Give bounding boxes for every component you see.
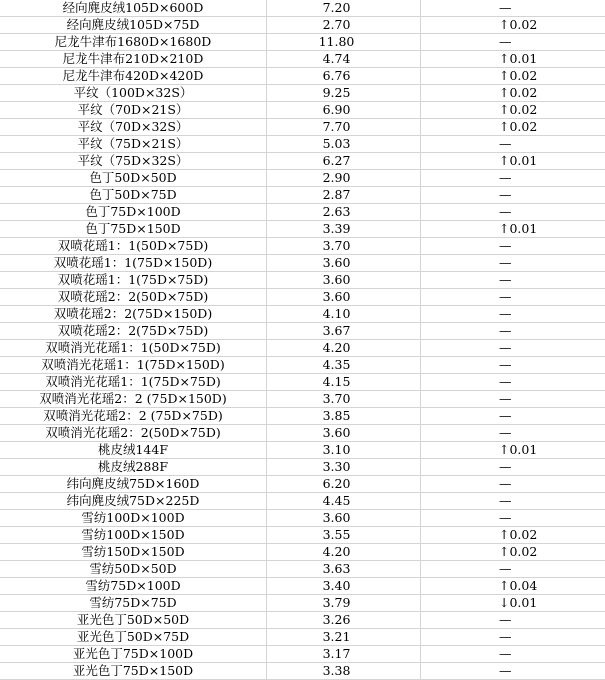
table-row: [0, 408, 605, 425]
fabric-name-cell[interactable]: 色丁75D×100D: [0, 204, 267, 221]
fabric-name-cell[interactable]: 桃皮绒288F: [0, 459, 267, 476]
change-cell[interactable]: —: [421, 612, 605, 629]
fabric-name-cell[interactable]: 双喷消光花瑶1：1(50D×75D): [0, 340, 267, 357]
fabric-name-cell[interactable]: 雪纺150D×150D: [0, 544, 267, 561]
change-cell[interactable]: —: [421, 306, 605, 323]
table-row: [0, 476, 605, 493]
change-cell[interactable]: —: [421, 629, 605, 646]
price-cell[interactable]: 3.30: [267, 459, 421, 476]
table-row: [0, 85, 605, 102]
price-cell[interactable]: 3.21: [267, 629, 421, 646]
table-row: [0, 459, 605, 476]
price-cell[interactable]: 3.60: [267, 510, 421, 527]
price-cell[interactable]: 6.90: [267, 102, 421, 119]
price-cell[interactable]: 4.35: [267, 357, 421, 374]
table-row: [0, 391, 605, 408]
change-cell[interactable]: —: [421, 357, 605, 374]
change-cell[interactable]: —: [421, 425, 605, 442]
price-cell[interactable]: 2.70: [267, 17, 421, 34]
price-cell[interactable]: 4.15: [267, 374, 421, 391]
table-row: [0, 17, 605, 34]
price-cell[interactable]: 3.67: [267, 323, 421, 340]
fabric-name-cell[interactable]: 平纹（100D×32S）: [0, 85, 267, 102]
change-cell[interactable]: —: [421, 510, 605, 527]
table-row: [0, 544, 605, 561]
change-cell[interactable]: ↑0.04: [421, 578, 605, 595]
change-cell[interactable]: —: [421, 493, 605, 510]
price-cell[interactable]: 2.90: [267, 170, 421, 187]
table-row: [0, 272, 605, 289]
change-cell[interactable]: ↑0.02: [421, 102, 605, 119]
change-cell[interactable]: ↑0.01: [421, 221, 605, 238]
fabric-name-cell[interactable]: 亚光色丁75D×150D: [0, 663, 267, 680]
table-row: [0, 238, 605, 255]
fabric-name-cell[interactable]: 双喷消光花瑶1：1(75D×150D): [0, 357, 267, 374]
change-cell[interactable]: ↑0.02: [421, 85, 605, 102]
change-cell[interactable]: ↑0.01: [421, 442, 605, 459]
table-row: [0, 204, 605, 221]
change-cell[interactable]: —: [421, 272, 605, 289]
change-cell[interactable]: ↑0.02: [421, 68, 605, 85]
table-row: [0, 119, 605, 136]
price-cell[interactable]: 3.79: [267, 595, 421, 612]
fabric-name-cell[interactable]: 经向麂皮绒105D×75D: [0, 17, 267, 34]
fabric-name-cell[interactable]: 尼龙牛津布210D×210D: [0, 51, 267, 68]
price-cell[interactable]: 4.20: [267, 544, 421, 561]
fabric-name-cell[interactable]: 双喷消光花瑶2：2(50D×75D): [0, 425, 267, 442]
table-row: [0, 425, 605, 442]
price-cell[interactable]: 2.63: [267, 204, 421, 221]
table-row: [0, 255, 605, 272]
table-row: [0, 357, 605, 374]
table-row: [0, 374, 605, 391]
fabric-name-cell[interactable]: 双喷花瑶2：2(75D×75D): [0, 323, 267, 340]
fabric-name-cell[interactable]: 桃皮绒144F: [0, 442, 267, 459]
table-row: [0, 595, 605, 612]
change-cell[interactable]: ↑0.02: [421, 17, 605, 34]
price-cell[interactable]: 4.20: [267, 340, 421, 357]
fabric-name-cell[interactable]: 色丁50D×50D: [0, 170, 267, 187]
fabric-name-cell[interactable]: 尼龙牛津布1680D×1680D: [0, 34, 267, 51]
change-cell[interactable]: —: [421, 255, 605, 272]
fabric-name-cell[interactable]: 色丁50D×75D: [0, 187, 267, 204]
table-row: [0, 510, 605, 527]
change-cell[interactable]: ↑0.01: [421, 153, 605, 170]
price-cell[interactable]: 9.25: [267, 85, 421, 102]
table-row: [0, 136, 605, 153]
change-cell[interactable]: —: [421, 476, 605, 493]
table-row: [0, 170, 605, 187]
price-cell[interactable]: 4.10: [267, 306, 421, 323]
table-row: [0, 646, 605, 663]
fabric-name-cell[interactable]: 雪纺100D×100D: [0, 510, 267, 527]
change-cell[interactable]: —: [421, 646, 605, 663]
change-cell[interactable]: —: [421, 391, 605, 408]
price-cell[interactable]: 4.74: [267, 51, 421, 68]
table-row: [0, 442, 605, 459]
table-row: [0, 561, 605, 578]
price-cell[interactable]: 3.60: [267, 272, 421, 289]
change-cell[interactable]: —: [421, 561, 605, 578]
table-row: [0, 289, 605, 306]
change-cell[interactable]: —: [421, 187, 605, 204]
change-cell[interactable]: —: [421, 289, 605, 306]
price-cell[interactable]: 3.40: [267, 578, 421, 595]
table-row: [0, 527, 605, 544]
table-row: [0, 493, 605, 510]
fabric-name-cell[interactable]: 雪纺50D×50D: [0, 561, 267, 578]
price-cell[interactable]: 3.63: [267, 561, 421, 578]
change-cell[interactable]: —: [421, 323, 605, 340]
fabric-name-cell[interactable]: 亚光色丁50D×50D: [0, 612, 267, 629]
change-cell[interactable]: —: [421, 34, 605, 51]
table-row: [0, 153, 605, 170]
price-cell[interactable]: 11.80: [267, 34, 421, 51]
fabric-name-cell[interactable]: 经向麂皮绒105D×600D: [0, 0, 267, 17]
price-cell[interactable]: 3.26: [267, 612, 421, 629]
table-row: [0, 612, 605, 629]
table-row: [0, 68, 605, 85]
fabric-name-cell[interactable]: 雪纺75D×75D: [0, 595, 267, 612]
fabric-name-cell[interactable]: 双喷花瑶1：1(50D×75D): [0, 238, 267, 255]
price-cell[interactable]: 5.03: [267, 136, 421, 153]
fabric-name-cell[interactable]: 雪纺75D×100D: [0, 578, 267, 595]
price-cell[interactable]: 3.55: [267, 527, 421, 544]
change-cell[interactable]: —: [421, 204, 605, 221]
fabric-name-cell[interactable]: 双喷花瑶1：1(75D×75D): [0, 272, 267, 289]
table-row: [0, 102, 605, 119]
change-cell[interactable]: ↑0.02: [421, 119, 605, 136]
price-cell[interactable]: 3.10: [267, 442, 421, 459]
change-cell[interactable]: —: [421, 408, 605, 425]
fabric-name-cell[interactable]: 亚光色丁75D×100D: [0, 646, 267, 663]
price-cell[interactable]: 7.70: [267, 119, 421, 136]
fabric-name-cell[interactable]: 亚光色丁50D×75D: [0, 629, 267, 646]
table-row: [0, 34, 605, 51]
table-row: [0, 629, 605, 646]
change-cell[interactable]: —: [421, 170, 605, 187]
table-row: [0, 51, 605, 68]
fabric-name-cell[interactable]: 双喷花瑶2：2(75D×150D): [0, 306, 267, 323]
price-cell[interactable]: 3.39: [267, 221, 421, 238]
change-cell[interactable]: —: [421, 238, 605, 255]
fabric-name-cell[interactable]: 双喷花瑶1：1(75D×150D): [0, 255, 267, 272]
price-cell[interactable]: 3.85: [267, 408, 421, 425]
price-cell[interactable]: 3.70: [267, 391, 421, 408]
price-cell[interactable]: 2.87: [267, 187, 421, 204]
table-row: [0, 663, 605, 680]
fabric-name-cell[interactable]: 双喷花瑶2：2(50D×75D): [0, 289, 267, 306]
price-cell[interactable]: 7.20: [267, 0, 421, 17]
price-cell[interactable]: 3.38: [267, 663, 421, 680]
table-row: [0, 340, 605, 357]
table-row: [0, 0, 605, 17]
change-cell[interactable]: ↓0.01: [421, 595, 605, 612]
fabric-name-cell[interactable]: 双喷消光花瑶2：2 (75D×150D): [0, 391, 267, 408]
fabric-name-cell[interactable]: 平纹（70D×32S）: [0, 119, 267, 136]
price-cell[interactable]: 3.17: [267, 646, 421, 663]
price-cell[interactable]: 4.45: [267, 493, 421, 510]
price-cell[interactable]: 3.60: [267, 289, 421, 306]
change-cell[interactable]: —: [421, 0, 605, 17]
price-cell[interactable]: 3.60: [267, 255, 421, 272]
change-cell[interactable]: —: [421, 136, 605, 153]
fabric-name-cell[interactable]: 平纹（75D×21S）: [0, 136, 267, 153]
change-cell[interactable]: ↑0.02: [421, 527, 605, 544]
fabric-name-cell[interactable]: 纬向麂皮绒75D×160D: [0, 476, 267, 493]
change-cell[interactable]: ↑0.01: [421, 51, 605, 68]
fabric-name-cell[interactable]: 雪纺100D×150D: [0, 527, 267, 544]
table-row: [0, 578, 605, 595]
price-cell[interactable]: 3.60: [267, 425, 421, 442]
price-cell[interactable]: 6.76: [267, 68, 421, 85]
fabric-name-cell[interactable]: 尼龙牛津布420D×420D: [0, 68, 267, 85]
fabric-name-cell[interactable]: 双喷消光花瑶2：2 (75D×75D): [0, 408, 267, 425]
fabric-name-cell[interactable]: 色丁75D×150D: [0, 221, 267, 238]
fabric-name-cell[interactable]: 纬向麂皮绒75D×225D: [0, 493, 267, 510]
change-cell[interactable]: ↑0.02: [421, 544, 605, 561]
price-cell[interactable]: 3.70: [267, 238, 421, 255]
change-cell[interactable]: —: [421, 663, 605, 680]
price-cell[interactable]: 6.27: [267, 153, 421, 170]
table-row: [0, 187, 605, 204]
table-row: [0, 323, 605, 340]
change-cell[interactable]: —: [421, 340, 605, 357]
table-row: [0, 306, 605, 323]
change-cell[interactable]: —: [421, 459, 605, 476]
price-cell[interactable]: 6.20: [267, 476, 421, 493]
fabric-name-cell[interactable]: 双喷消光花瑶1：1(75D×75D): [0, 374, 267, 391]
fabric-name-cell[interactable]: 平纹（75D×32S）: [0, 153, 267, 170]
fabric-name-cell[interactable]: 平纹（70D×21S）: [0, 102, 267, 119]
change-cell[interactable]: —: [421, 374, 605, 391]
table-row: [0, 221, 605, 238]
